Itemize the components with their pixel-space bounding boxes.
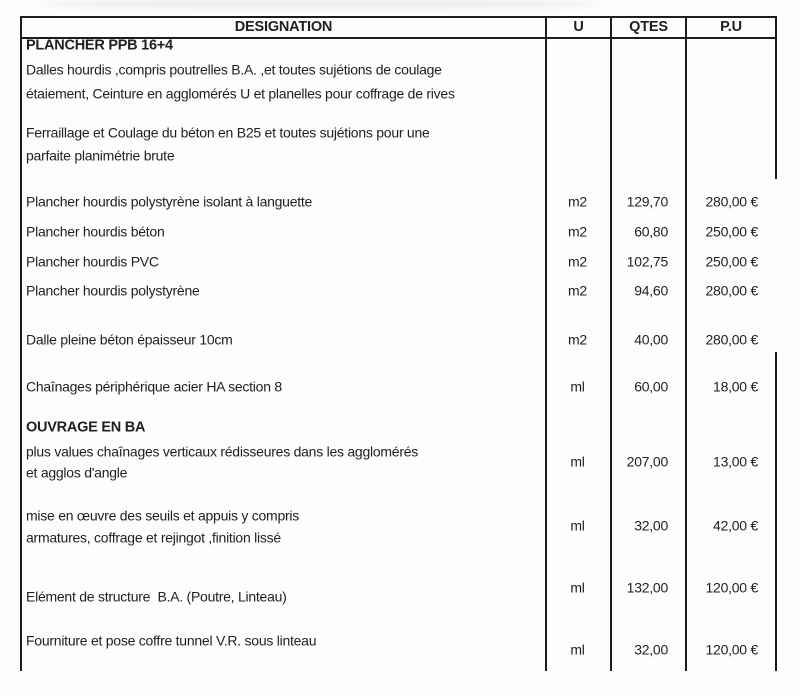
designation-line: Fourniture et pose coffre tunnel V.R. sous linteau (26, 632, 317, 649)
designation-line: Dalle pleine béton épaisseur 10cm (26, 331, 233, 348)
quantity-value: 102,75 (626, 253, 668, 270)
column-header-u: U (573, 19, 584, 35)
unit-value: m2 (568, 253, 587, 270)
unit-price-value: 13,00 € (713, 453, 758, 470)
designation-line: Plancher hourdis PVC (26, 253, 159, 270)
designation-line: étaiement, Ceinture en agglomérés U et planelles pour coffrage de rives (26, 85, 455, 102)
unit-value: m2 (568, 223, 587, 240)
quantity-value: 207,00 (626, 453, 668, 470)
unit-value: m2 (568, 331, 587, 348)
unit-value: m2 (568, 193, 587, 210)
designation-line: Dalles hourdis ,compris poutrelles B.A. ,et toutes sujétions de coulage (26, 61, 442, 78)
designation-line: Plancher hourdis béton (26, 223, 165, 240)
column-header-pu: P.U (720, 19, 742, 35)
unit-price-value: 18,00 € (713, 378, 758, 395)
unit-value: ml (570, 517, 585, 534)
unit-price-value: 280,00 € (705, 193, 758, 210)
designation-line: Ferraillage et Coulage du béton en B25 et toutes sujétions pour une (26, 124, 430, 141)
designation-line: Chaînages périphérique acier HA section 8 (26, 378, 282, 395)
table-border-left (20, 16, 22, 671)
scan-artifact (40, 0, 600, 9)
unit-price-value: 120,00 € (705, 641, 758, 658)
unit-value: ml (570, 641, 585, 658)
unit-price-value: 250,00 € (705, 253, 758, 270)
quantity-value: 40,00 (634, 331, 668, 348)
quantity-value: 94,60 (634, 282, 668, 299)
table-border-right-lower (775, 352, 777, 671)
unit-value: ml (570, 453, 585, 470)
quantity-value: 132,00 (626, 579, 668, 596)
unit-price-value: 250,00 € (705, 223, 758, 240)
table-border-right-upper (775, 16, 777, 179)
unit-value: m2 (568, 282, 587, 299)
quantity-value: 32,00 (634, 517, 668, 534)
designation-line: parfaite planimétrie brute (26, 147, 175, 164)
unit-price-value: 120,00 € (705, 579, 758, 596)
section-heading: OUVRAGE EN BA (26, 419, 146, 436)
quantity-value: 60,00 (634, 378, 668, 395)
quantity-value: 32,00 (634, 641, 668, 658)
designation-line: armatures, coffrage et rejingot ,finition lissé (26, 529, 281, 546)
unit-value: ml (570, 378, 585, 395)
designation-line: Plancher hourdis polystyrène isolant à languette (26, 193, 313, 210)
designation-line: Elément de structure B.A. (Poutre, Linteau) (26, 588, 287, 605)
designation-line: et agglos d'angle (26, 464, 128, 481)
unit-value: ml (570, 579, 585, 596)
column-header-designation: DESIGNATION (234, 19, 333, 35)
unit-price-value: 42,00 € (713, 517, 758, 534)
unit-price-value: 280,00 € (705, 282, 758, 299)
column-header-qtes: QTES (629, 19, 668, 35)
designation-line: plus values chaînages verticaux rédisseures dans les agglomérés (26, 443, 419, 460)
unit-price-value: 280,00 € (705, 331, 758, 348)
designation-line: mise en œuvre des seuils et appuis y compris (26, 507, 299, 524)
section-heading: PLANCHER PPB 16+4 (26, 37, 173, 54)
quantity-value: 60,80 (634, 223, 668, 240)
designation-line: Plancher hourdis polystyrène (26, 282, 200, 299)
quantity-value: 129,70 (626, 193, 668, 210)
